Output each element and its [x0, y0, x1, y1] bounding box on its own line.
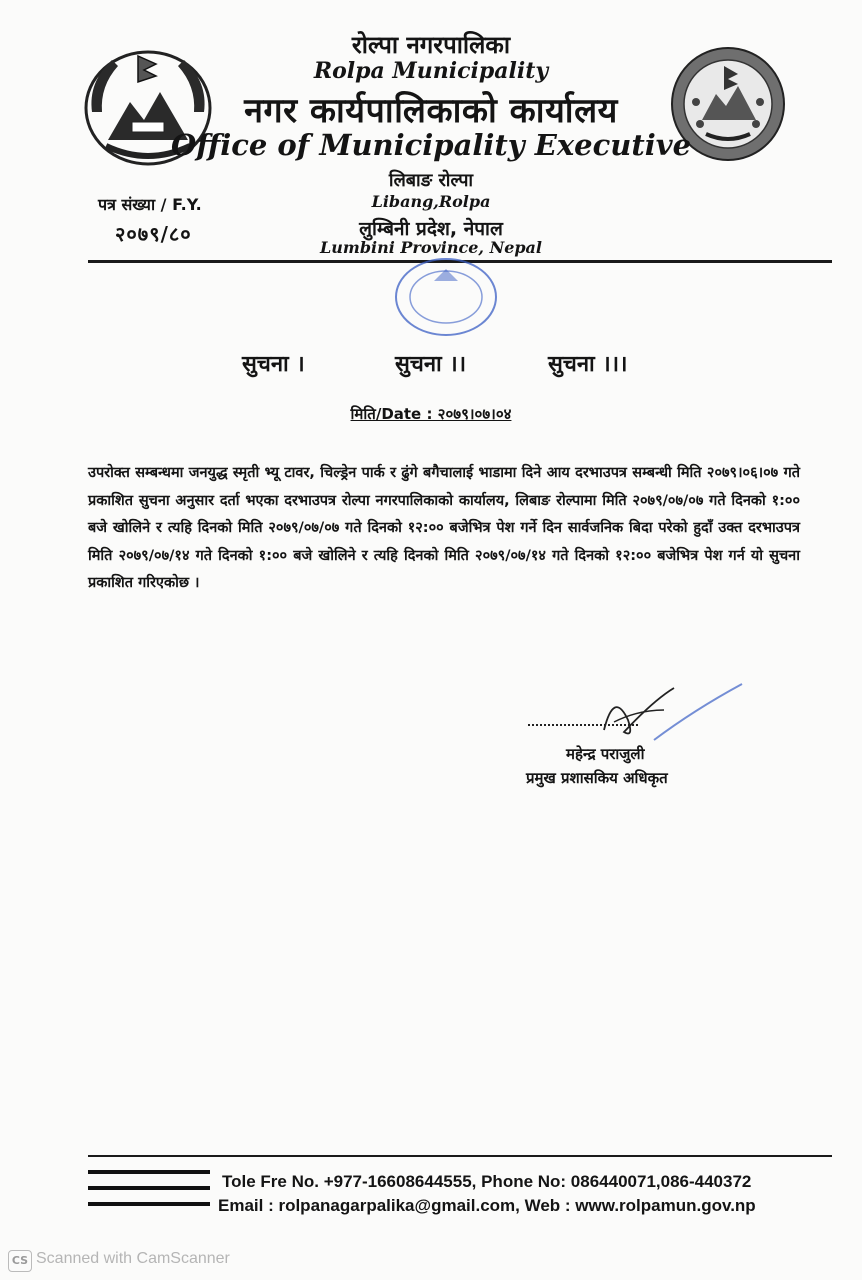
- scanner-watermark: Scanned with CamScanner: [36, 1250, 230, 1267]
- office-name-nepali: नगर कार्यपालिकाको कार्यालय: [244, 91, 618, 131]
- province-english: Lumbini Province, Nepal: [320, 238, 542, 257]
- camscanner-logo-icon: CS: [8, 1250, 32, 1272]
- location-nepali: लिबाङ रोल्पा: [388, 170, 474, 191]
- notice-date: [0, 404, 862, 424]
- municipality-name-english: Rolpa Municipality: [313, 58, 549, 84]
- footer-contact-phone: Tole Fre No. +977-16608644555, Phone No: 086440071,086-440372: [222, 1172, 752, 1191]
- reference-number-label: पत्र संख्या / F.Y.: [98, 195, 202, 214]
- notice-heading-3: सुचना ।।।: [548, 352, 628, 377]
- signatory-name: महेन्द्र पराजुली: [566, 745, 645, 763]
- footer-bar: [88, 1202, 210, 1206]
- notice-heading-1: सुचना ।: [242, 352, 305, 377]
- location-english: Libang,Rolpa: [371, 192, 491, 211]
- notice-heading-2: सुचना ।।: [395, 352, 467, 377]
- signature-line: [528, 724, 638, 726]
- handwritten-signature: [594, 680, 744, 750]
- notice-date-text: मिति/Date : २०७९।०७।०४: [350, 405, 512, 423]
- office-stamp: [390, 255, 502, 339]
- footer-contact-email-web: Email : rolpanagarpalika@gmail.com, Web : www.rolpamun.gov.np: [218, 1196, 756, 1215]
- reference-number-value: २०७९/८०: [115, 222, 192, 246]
- footer-bar: [88, 1170, 210, 1174]
- footer-bar: [88, 1186, 210, 1190]
- notice-body: उपरोक्त सम्बन्धमा जनयुद्ध स्मृती भ्यू टावर, चिल्ड्रेन पार्क र ढुंगे बगैचालाई भाडामा दिने आय दरभाउपत्र सम्बन्धी मिति २०७९।०६।०७ गते प्रकाशित सुचना अनुसार दर्ता भएका दरभाउपत्र रोल्पा नगरपालिकाको कार्यालय, लिबाङ रोल्पामा मिति २०७९/०७/०७ गते दिनको १:०० बजे खोलिने र त्यहि दिनको मिति २०७९/०७/०७ गते दिनको १२:०० बजेभित्र पेश गर्ने दिन सार्वजनिक बिदा परेको हुदाँ उक्त दरभाउपत्र मिति २०७९/०७/१४ गते दिनको १:०० बजे खोलिने र त्यहि दिनको मिति २०७९/०७/१४ गते दिनको १२:०० बजेभित्र पेश गर्न यो सुचना प्रकाशित गरिएकोछ ।: [88, 465, 800, 591]
- signatory-title: प्रमुख प्रशासकिय अधिकृत: [526, 769, 668, 787]
- office-name-english: Office of Municipality Executive: [170, 128, 692, 162]
- province-nepali: लुम्बिनी प्रदेश, नेपाल: [359, 218, 503, 240]
- municipality-name-nepali: रोल्पा नगरपालिका: [351, 31, 511, 59]
- footer-divider: [88, 1155, 832, 1157]
